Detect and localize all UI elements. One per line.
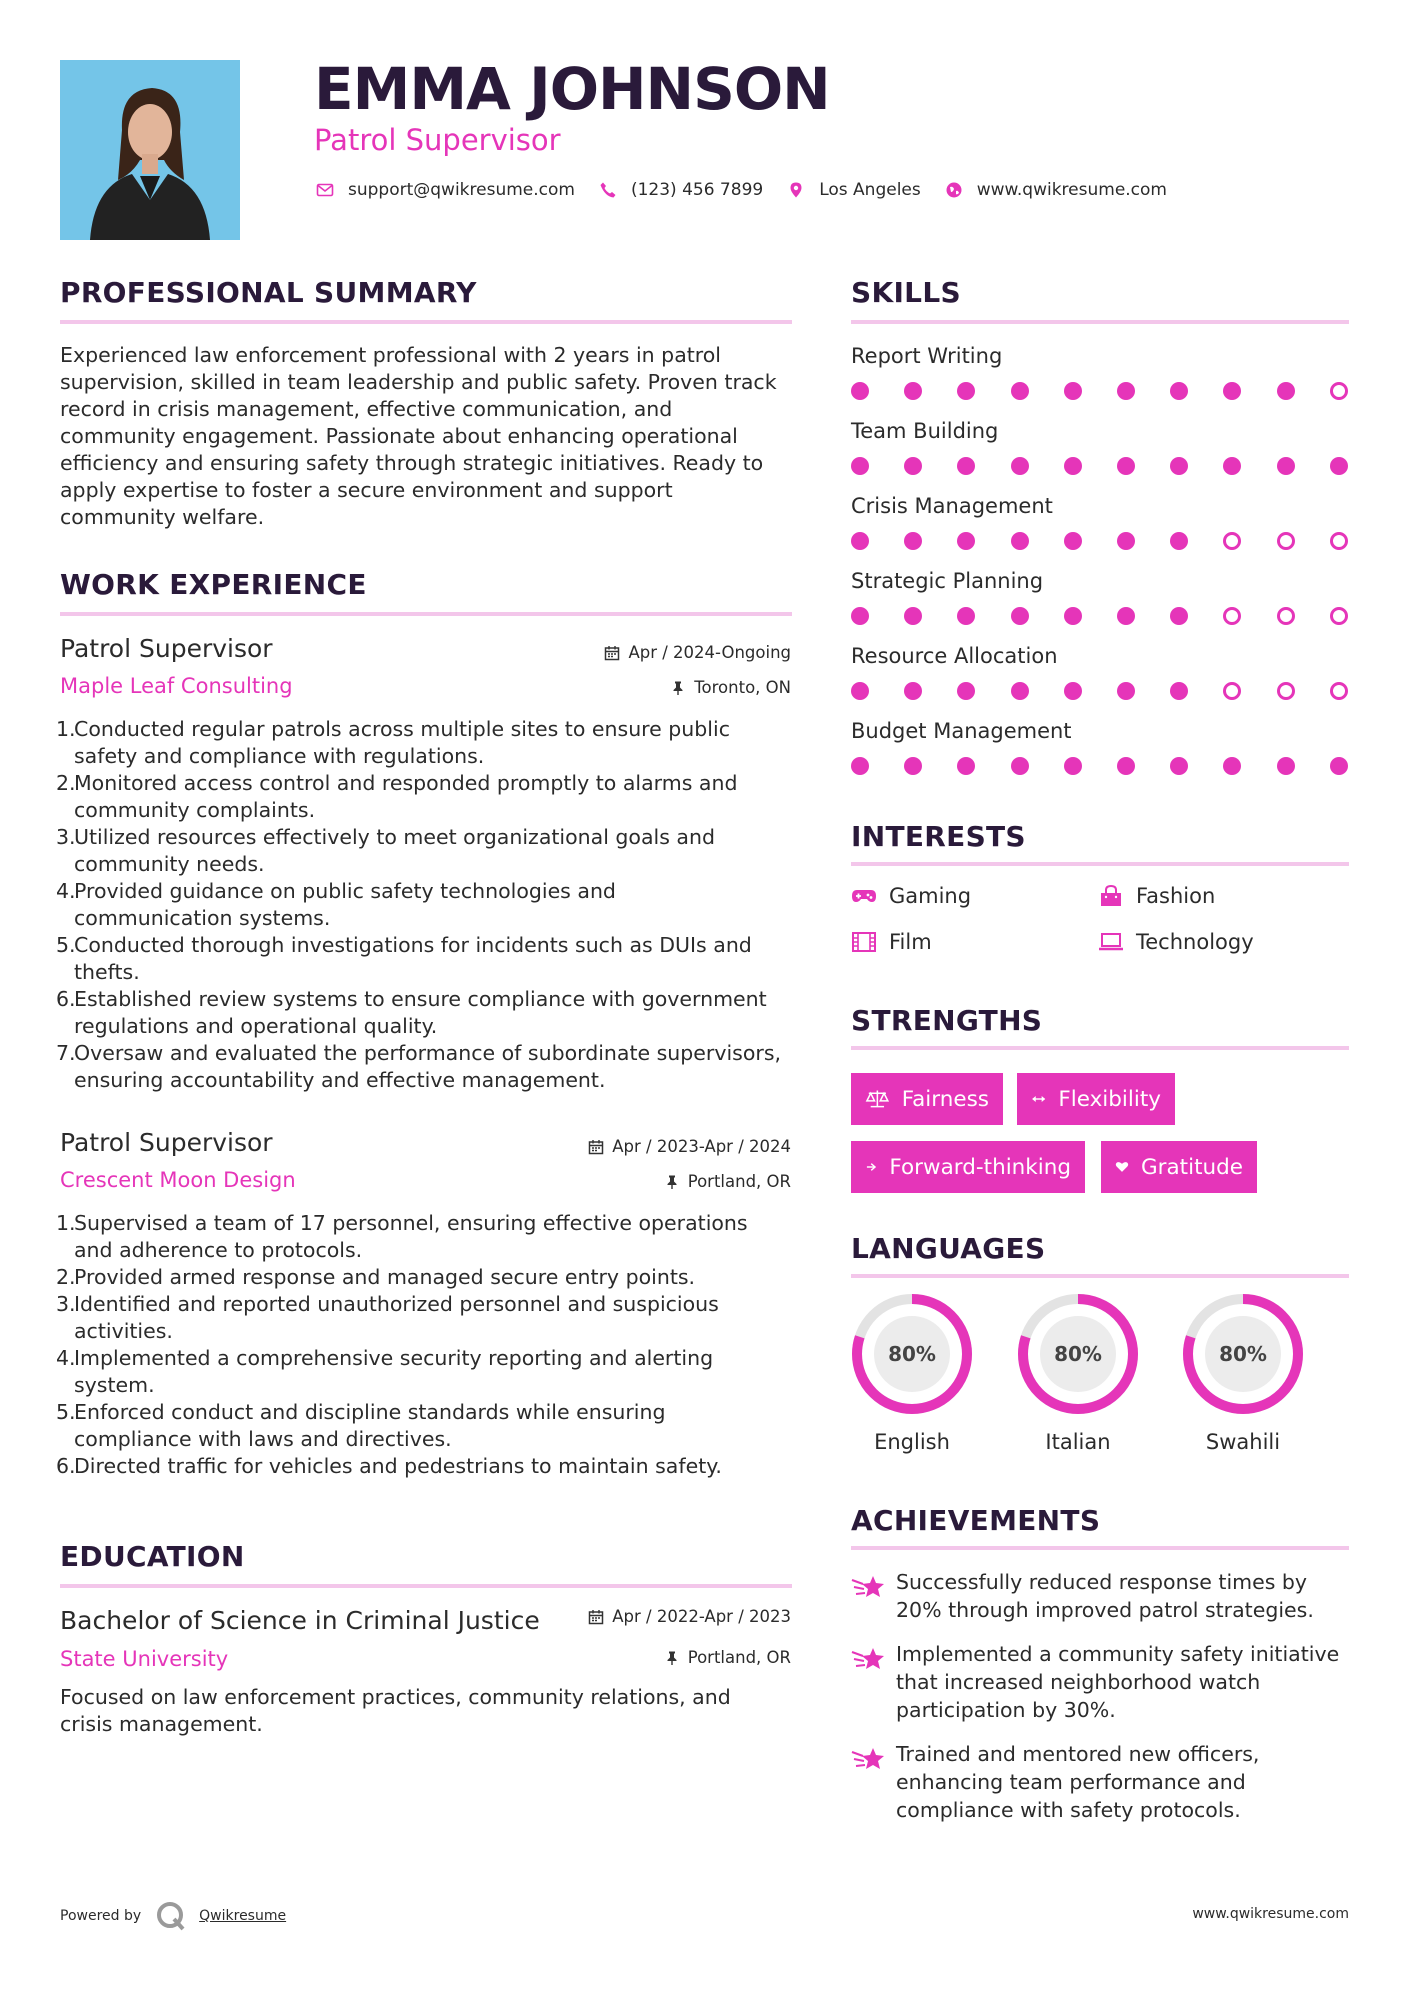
- brand-link[interactable]: Qwikresume: [199, 1908, 287, 1924]
- powered-by-label: Powered by: [60, 1908, 142, 1924]
- rating-dot-filled: [851, 382, 869, 400]
- degree-title: Bachelor of Science in Criminal Justice: [60, 1606, 540, 1635]
- rating-dot-filled: [1170, 532, 1188, 550]
- job-location-text: Toronto, ON: [694, 678, 791, 697]
- rating-dot-filled: [851, 607, 869, 625]
- summary-line: efficiency and ensuring safety through strategic initiatives. Ready to: [60, 451, 764, 475]
- interests-heading: INTERESTS: [851, 820, 1026, 853]
- interest-fashion: [1098, 882, 1215, 910]
- summary-text: [60, 342, 800, 531]
- summary-line: apply expertise to foster a secure environment and support: [60, 478, 673, 502]
- interest-gaming: [851, 882, 971, 910]
- rating-dot-filled: [1170, 757, 1188, 775]
- rating-dot-filled: [1170, 382, 1188, 400]
- film-icon: [851, 931, 877, 953]
- list-item: 1. Conducted regular patrols across multiple sites to ensure public safety and compliance with regulations.: [56, 717, 730, 768]
- rating-dot-filled: [904, 532, 922, 550]
- language-name: Italian: [1045, 1430, 1111, 1454]
- rating-dot-filled: [957, 382, 975, 400]
- list-item: 2. Provided armed response and managed secure entry points.: [56, 1265, 696, 1289]
- rating-dot-filled: [957, 607, 975, 625]
- achievement-item: Implemented a community safety initiative that increased neighborhood watch participation by 30%.: [896, 1642, 1340, 1722]
- rating-dot-filled: [1011, 382, 1029, 400]
- job-location: [670, 677, 791, 699]
- education-rule: [60, 1584, 792, 1588]
- strength-badge-fairness: [851, 1073, 1003, 1125]
- strength-badge-gratitude: [1101, 1141, 1257, 1193]
- school-name: State University: [60, 1647, 229, 1671]
- rating-dot-filled: [1064, 757, 1082, 775]
- languages-rule: [851, 1274, 1349, 1278]
- languages-heading: LANGUAGES: [851, 1232, 1046, 1265]
- rating-dot-filled: [1117, 757, 1135, 775]
- job-location-text: Portland, OR: [687, 1172, 791, 1191]
- shooting-star-icon: [851, 1572, 885, 1602]
- list-item: 7. Oversaw and evaluated the performance of subordinate supervisors, ensuring accountability and effective management.: [56, 1041, 782, 1092]
- summary-line: community welfare.: [60, 505, 265, 529]
- interest-technology: [1098, 928, 1254, 956]
- language-ring: [850, 1292, 974, 1416]
- education-description: [60, 1684, 800, 1738]
- education-location: [664, 1647, 791, 1669]
- job-company: Maple Leaf Consulting: [60, 674, 293, 698]
- contact-location: [785, 179, 921, 201]
- strength-label: Flexibility: [1058, 1086, 1161, 1112]
- location-text: Los Angeles: [819, 180, 921, 200]
- shooting-star-icon: [851, 1744, 885, 1774]
- footer-website[interactable]: www.qwikresume.com: [1192, 1906, 1349, 1922]
- education-line: crisis management.: [60, 1712, 263, 1736]
- rating-dot-filled: [957, 757, 975, 775]
- rating-dot-filled: [1330, 757, 1348, 775]
- rating-dot-empty: [1223, 682, 1241, 700]
- rating-dot-filled: [1011, 607, 1029, 625]
- rating-dot-empty: [1330, 607, 1348, 625]
- job-dates-text: Apr / 2024-Ongoing: [628, 643, 791, 662]
- summary-rule: [60, 320, 792, 324]
- job-dates: [588, 1136, 791, 1158]
- contact-bar: [314, 176, 1189, 204]
- rating-dot-filled: [1223, 757, 1241, 775]
- language-name: Swahili: [1205, 1430, 1281, 1454]
- qwikresume-logo-icon: [155, 1900, 187, 1932]
- rating-dot-filled: [1117, 682, 1135, 700]
- language-percent: 80%: [1219, 1342, 1267, 1366]
- list-item: 3. Identified and reported unauthorized personnel and suspicious activities.: [56, 1292, 719, 1343]
- rating-dot-filled: [1064, 607, 1082, 625]
- rating-dot-filled: [904, 457, 922, 475]
- rating-dot-filled: [1011, 457, 1029, 475]
- interest-label: Gaming: [889, 884, 972, 908]
- phone-text: (123) 456 7899: [630, 180, 764, 200]
- job-company: Crescent Moon Design: [60, 1168, 296, 1192]
- rating-dot-filled: [1064, 532, 1082, 550]
- rating-dot-filled: [1011, 757, 1029, 775]
- rating-dot-empty: [1277, 682, 1295, 700]
- achievements-rule: [851, 1546, 1349, 1550]
- shooting-star-icon: [851, 1644, 885, 1674]
- contact-website[interactable]: [943, 179, 1167, 201]
- strengths-heading: STRENGTHS: [851, 1004, 1043, 1037]
- skill-rating: [851, 607, 1351, 627]
- rating-dot-filled: [1330, 457, 1348, 475]
- email-text: support@qwikresume.com: [348, 180, 575, 200]
- list-item: 4. Implemented a comprehensive security reporting and alerting system.: [56, 1346, 714, 1397]
- rating-dot-filled: [851, 757, 869, 775]
- skills-heading: SKILLS: [851, 276, 961, 309]
- candidate-name: EMMA JOHNSON: [314, 55, 830, 123]
- skill-name: Crisis Management: [851, 494, 1053, 518]
- candidate-role: Patrol Supervisor: [314, 123, 561, 157]
- rating-dot-filled: [1117, 457, 1135, 475]
- pushpin-icon: [664, 1650, 680, 1666]
- rating-dot-filled: [1117, 532, 1135, 550]
- education-dates: [588, 1606, 791, 1628]
- interests-rule: [851, 862, 1349, 866]
- rating-dot-filled: [904, 682, 922, 700]
- rating-dot-filled: [1064, 457, 1082, 475]
- rating-dot-filled: [851, 532, 869, 550]
- interest-label: Fashion: [1136, 884, 1216, 908]
- globe-icon: [943, 179, 965, 201]
- heart-icon: [1115, 1156, 1129, 1178]
- work-rule: [60, 612, 792, 616]
- envelope-icon: [314, 179, 336, 201]
- balance-scale-icon: [865, 1088, 890, 1110]
- education-heading: EDUCATION: [60, 1540, 245, 1573]
- rating-dot-filled: [1170, 607, 1188, 625]
- rating-dot-filled: [1170, 457, 1188, 475]
- skill-name: Report Writing: [851, 344, 1003, 368]
- rating-dot-filled: [1011, 532, 1029, 550]
- skill-name: Resource Allocation: [851, 644, 1058, 668]
- education-dates-text: Apr / 2022-Apr / 2023: [612, 1607, 791, 1626]
- rating-dot-filled: [957, 682, 975, 700]
- rating-dot-empty: [1277, 607, 1295, 625]
- education-location-text: Portland, OR: [687, 1648, 791, 1667]
- profile-photo: [60, 60, 240, 240]
- language-percent: 80%: [888, 1342, 936, 1366]
- skill-rating: [851, 382, 1351, 402]
- job-duties-list: [56, 716, 800, 1094]
- website-text: www.qwikresume.com: [976, 180, 1167, 200]
- map-pin-icon: [785, 179, 807, 201]
- interest-label: Film: [889, 930, 932, 954]
- list-item: 3. Utilized resources effectively to meet organizational goals and community needs.: [56, 825, 715, 876]
- skill-name: Strategic Planning: [851, 569, 1044, 593]
- calendar-icon: [588, 1609, 604, 1625]
- achievements-heading: ACHIEVEMENTS: [851, 1504, 1101, 1537]
- rating-dot-filled: [1223, 457, 1241, 475]
- rating-dot-filled: [1170, 682, 1188, 700]
- rating-dot-filled: [1223, 382, 1241, 400]
- skill-name: Budget Management: [851, 719, 1072, 743]
- interest-film: [851, 928, 932, 956]
- rating-dot-filled: [904, 607, 922, 625]
- skill-rating: [851, 457, 1351, 477]
- achievement-item: Successfully reduced response times by 20% through improved patrol strategies.: [896, 1570, 1314, 1622]
- rating-dot-empty: [1330, 382, 1348, 400]
- language-name: English: [874, 1430, 950, 1454]
- rating-dot-filled: [957, 532, 975, 550]
- skill-rating: [851, 532, 1351, 552]
- job-title: Patrol Supervisor: [60, 634, 273, 663]
- strength-badge-forward-thinking: [851, 1141, 1085, 1193]
- list-item: 4. Provided guidance on public safety technologies and communication systems.: [56, 879, 616, 930]
- summary-line: record in crisis management, effective communication, and: [60, 397, 673, 421]
- rating-dot-filled: [1117, 607, 1135, 625]
- rating-dot-filled: [1011, 682, 1029, 700]
- rating-dot-empty: [1277, 532, 1295, 550]
- skill-name: Team Building: [851, 419, 999, 443]
- rating-dot-filled: [1117, 382, 1135, 400]
- phone-icon: [597, 179, 619, 201]
- job-location: [664, 1171, 791, 1193]
- rating-dot-filled: [1277, 457, 1295, 475]
- summary-line: supervision, skilled in team leadership and public safety. Proven track: [60, 370, 777, 394]
- strength-label: Fairness: [901, 1086, 989, 1112]
- rating-dot-filled: [851, 682, 869, 700]
- calendar-icon: [604, 645, 620, 661]
- strength-label: Gratitude: [1140, 1154, 1243, 1180]
- rating-dot-filled: [1064, 682, 1082, 700]
- footer-powered-by: [60, 1900, 286, 1932]
- arrow-right-icon: [865, 1156, 877, 1178]
- rating-dot-empty: [1330, 532, 1348, 550]
- language-ring: [1181, 1292, 1305, 1416]
- strength-label: Forward-thinking: [889, 1154, 1071, 1180]
- contact-phone[interactable]: [597, 179, 763, 201]
- job-dates-text: Apr / 2023-Apr / 2024: [612, 1137, 791, 1156]
- gamepad-icon: [851, 885, 877, 907]
- achievement-item: Trained and mentored new officers, enhancing team performance and compliance with safety protocols.: [896, 1742, 1260, 1822]
- laptop-icon: [1098, 931, 1124, 953]
- language-percent: 80%: [1054, 1342, 1102, 1366]
- list-item: 5. Enforced conduct and discipline standards while ensuring compliance with laws and directives.: [56, 1400, 666, 1451]
- interest-label: Technology: [1136, 930, 1254, 954]
- list-item: 1. Supervised a team of 17 personnel, ensuring effective operations and adherence to protocols.: [56, 1211, 748, 1262]
- pushpin-icon: [670, 680, 686, 696]
- job-duties-list: [56, 1210, 800, 1480]
- summary-heading: PROFESSIONAL SUMMARY: [60, 276, 477, 309]
- strength-badge-flexibility: [1017, 1073, 1175, 1125]
- rating-dot-filled: [851, 457, 869, 475]
- rating-dot-filled: [1064, 382, 1082, 400]
- rating-dot-empty: [1223, 607, 1241, 625]
- skill-rating: [851, 682, 1351, 702]
- list-item: 2. Monitored access control and responded promptly to alarms and community complaints.: [56, 771, 738, 822]
- rating-dot-filled: [1277, 382, 1295, 400]
- rating-dot-empty: [1223, 532, 1241, 550]
- strengths-rule: [851, 1046, 1349, 1050]
- rating-dot-filled: [1277, 757, 1295, 775]
- job-dates: [604, 642, 791, 664]
- education-line: Focused on law enforcement practices, community relations, and: [60, 1685, 731, 1709]
- list-item: 6. Directed traffic for vehicles and pedestrians to maintain safety.: [56, 1454, 722, 1478]
- summary-line: Experienced law enforcement professional with 2 years in patrol: [60, 343, 722, 367]
- job-title: Patrol Supervisor: [60, 1128, 273, 1157]
- shopping-bag-icon: [1098, 885, 1124, 907]
- skill-rating: [851, 757, 1351, 777]
- list-item: 6. Established review systems to ensure compliance with government regulations and operational quality.: [56, 987, 767, 1038]
- contact-email[interactable]: [314, 179, 575, 201]
- work-heading: WORK EXPERIENCE: [60, 568, 367, 601]
- rating-dot-empty: [1330, 682, 1348, 700]
- skills-rule: [851, 320, 1349, 324]
- summary-line: community engagement. Passionate about enhancing operational: [60, 424, 738, 448]
- language-ring: [1016, 1292, 1140, 1416]
- list-item: 5. Conducted thorough investigations for incidents such as DUIs and thefts.: [56, 933, 752, 984]
- pushpin-icon: [664, 1174, 680, 1190]
- rating-dot-filled: [904, 757, 922, 775]
- rating-dot-filled: [904, 382, 922, 400]
- calendar-icon: [588, 1139, 604, 1155]
- arrows-horizontal-icon: [1031, 1088, 1046, 1110]
- rating-dot-filled: [957, 457, 975, 475]
